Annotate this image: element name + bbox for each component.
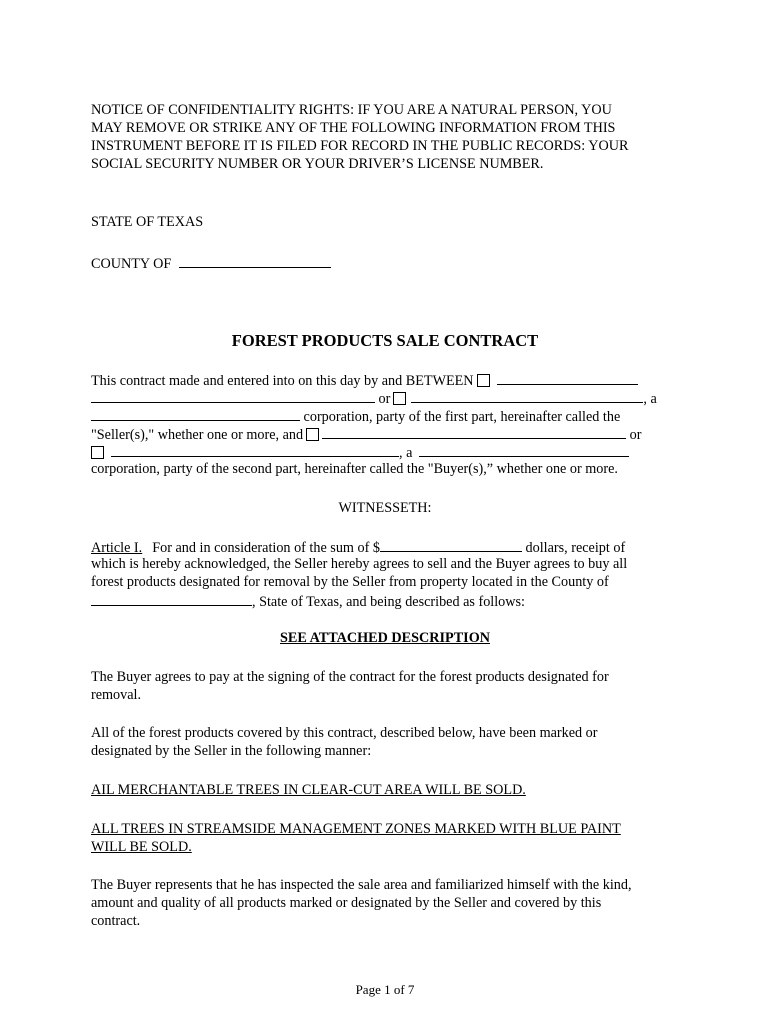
parties-text-1: This contract made and entered into on this day by and BETWEEN xyxy=(91,373,474,389)
article1-label: Article I. xyxy=(91,540,143,556)
seller-checkbox-1[interactable] xyxy=(477,374,490,387)
county-blank[interactable] xyxy=(179,254,331,268)
clearcut-line: AIL MERCHANTABLE TREES IN CLEAR-CUT AREA WILL BE SOLD. xyxy=(91,782,526,798)
article1-text-4: , State of Texas, and being described as follows: xyxy=(252,594,525,610)
article1-line-3: forest products designated for removal by the Seller from property located in the County of xyxy=(91,574,609,590)
parties-text-3: corporation, party of the first part, hereinafter called the xyxy=(303,409,621,425)
seller-name-blank[interactable] xyxy=(497,371,638,385)
streamside-line-1: ALL TREES IN STREAMSIDE MANAGEMENT ZONES MARKED WITH BLUE PAINT xyxy=(91,821,621,837)
notice-line-4: SOCIAL SECURITY NUMBER OR YOUR DRIVER’S LICENSE NUMBER. xyxy=(91,156,544,172)
county-label: COUNTY OF xyxy=(91,256,172,272)
seller-name-blank-2[interactable] xyxy=(91,389,375,403)
notice-line-2: MAY REMOVE OR STRIKE ANY OF THE FOLLOWING INFORMATION FROM THIS xyxy=(91,120,616,136)
seller-corp-blank-2[interactable] xyxy=(91,407,300,421)
parties-line-3 xyxy=(91,407,620,427)
parties-line-2 xyxy=(91,389,657,409)
parties-line-6: corporation, party of the second part, hereinafter called the "Buyer(s),” whether one or more. xyxy=(91,461,618,477)
contract-title: FOREST PRODUCTS SALE CONTRACT xyxy=(231,331,539,350)
buyer-checkbox-1[interactable] xyxy=(306,428,319,441)
buyer-corp-blank[interactable] xyxy=(419,443,629,457)
parties-line-4 xyxy=(91,425,641,445)
parties-text-4: "Seller(s)," whether one or more, and xyxy=(91,427,304,443)
buyer-name-blank[interactable] xyxy=(322,425,626,439)
comma-a-2: , a xyxy=(399,445,413,461)
page-number: Page 1 of 7 xyxy=(355,982,415,997)
see-attached-heading: SEE ATTACHED DESCRIPTION xyxy=(280,630,490,646)
buyer-checkbox-2[interactable] xyxy=(91,446,104,459)
marked-line-2: designated by the Seller in the following manner: xyxy=(91,743,372,759)
article1-line-2: which is hereby acknowledged, the Seller hereby agrees to sell and the Buyer agrees to buy all xyxy=(91,556,628,572)
or-text-2: or xyxy=(629,427,642,443)
seller-corp-blank[interactable] xyxy=(411,389,643,403)
amount-blank[interactable] xyxy=(380,538,522,552)
inspect-line-1: The Buyer represents that he has inspected the sale area and familiarized himself with the kind, xyxy=(91,877,632,893)
buyer-name-blank-2[interactable] xyxy=(111,443,399,457)
parties-line-1 xyxy=(91,371,638,391)
county-of-property-blank[interactable] xyxy=(91,592,252,606)
state-label: STATE OF TEXAS xyxy=(91,214,204,230)
witnesseth-heading: WITNESSETH: xyxy=(338,500,432,516)
notice-line-3: INSTRUMENT BEFORE IT IS FILED FOR RECORD IN THE PUBLIC RECORDS: YOUR xyxy=(91,138,629,154)
article1-text-1b: dollars, receipt of xyxy=(525,540,626,556)
article1-text-1a: For and in consideration of the sum of $ xyxy=(152,540,380,556)
notice-line-1: NOTICE OF CONFIDENTIALITY RIGHTS: IF YOU ARE A NATURAL PERSON, YOU xyxy=(91,102,612,118)
inspect-line-2: amount and quality of all products marked or designated by the Seller and covered by this xyxy=(91,895,602,911)
marked-line-1: All of the forest products covered by this contract, described below, have been marked or xyxy=(91,725,598,741)
or-text-1: or xyxy=(378,391,391,407)
county-line xyxy=(91,254,331,274)
parties-line-5 xyxy=(91,443,629,463)
comma-a-1: , a xyxy=(643,391,657,407)
article1-line-4 xyxy=(91,592,525,612)
streamside-line-2: WILL BE SOLD. xyxy=(91,839,192,855)
seller-checkbox-2[interactable] xyxy=(393,392,406,405)
pay-line-1: The Buyer agrees to pay at the signing of the contract for the forest products designated for xyxy=(91,669,609,685)
pay-line-2: removal. xyxy=(91,687,142,703)
inspect-line-3: contract. xyxy=(91,913,141,929)
article1-line-1 xyxy=(91,538,625,558)
